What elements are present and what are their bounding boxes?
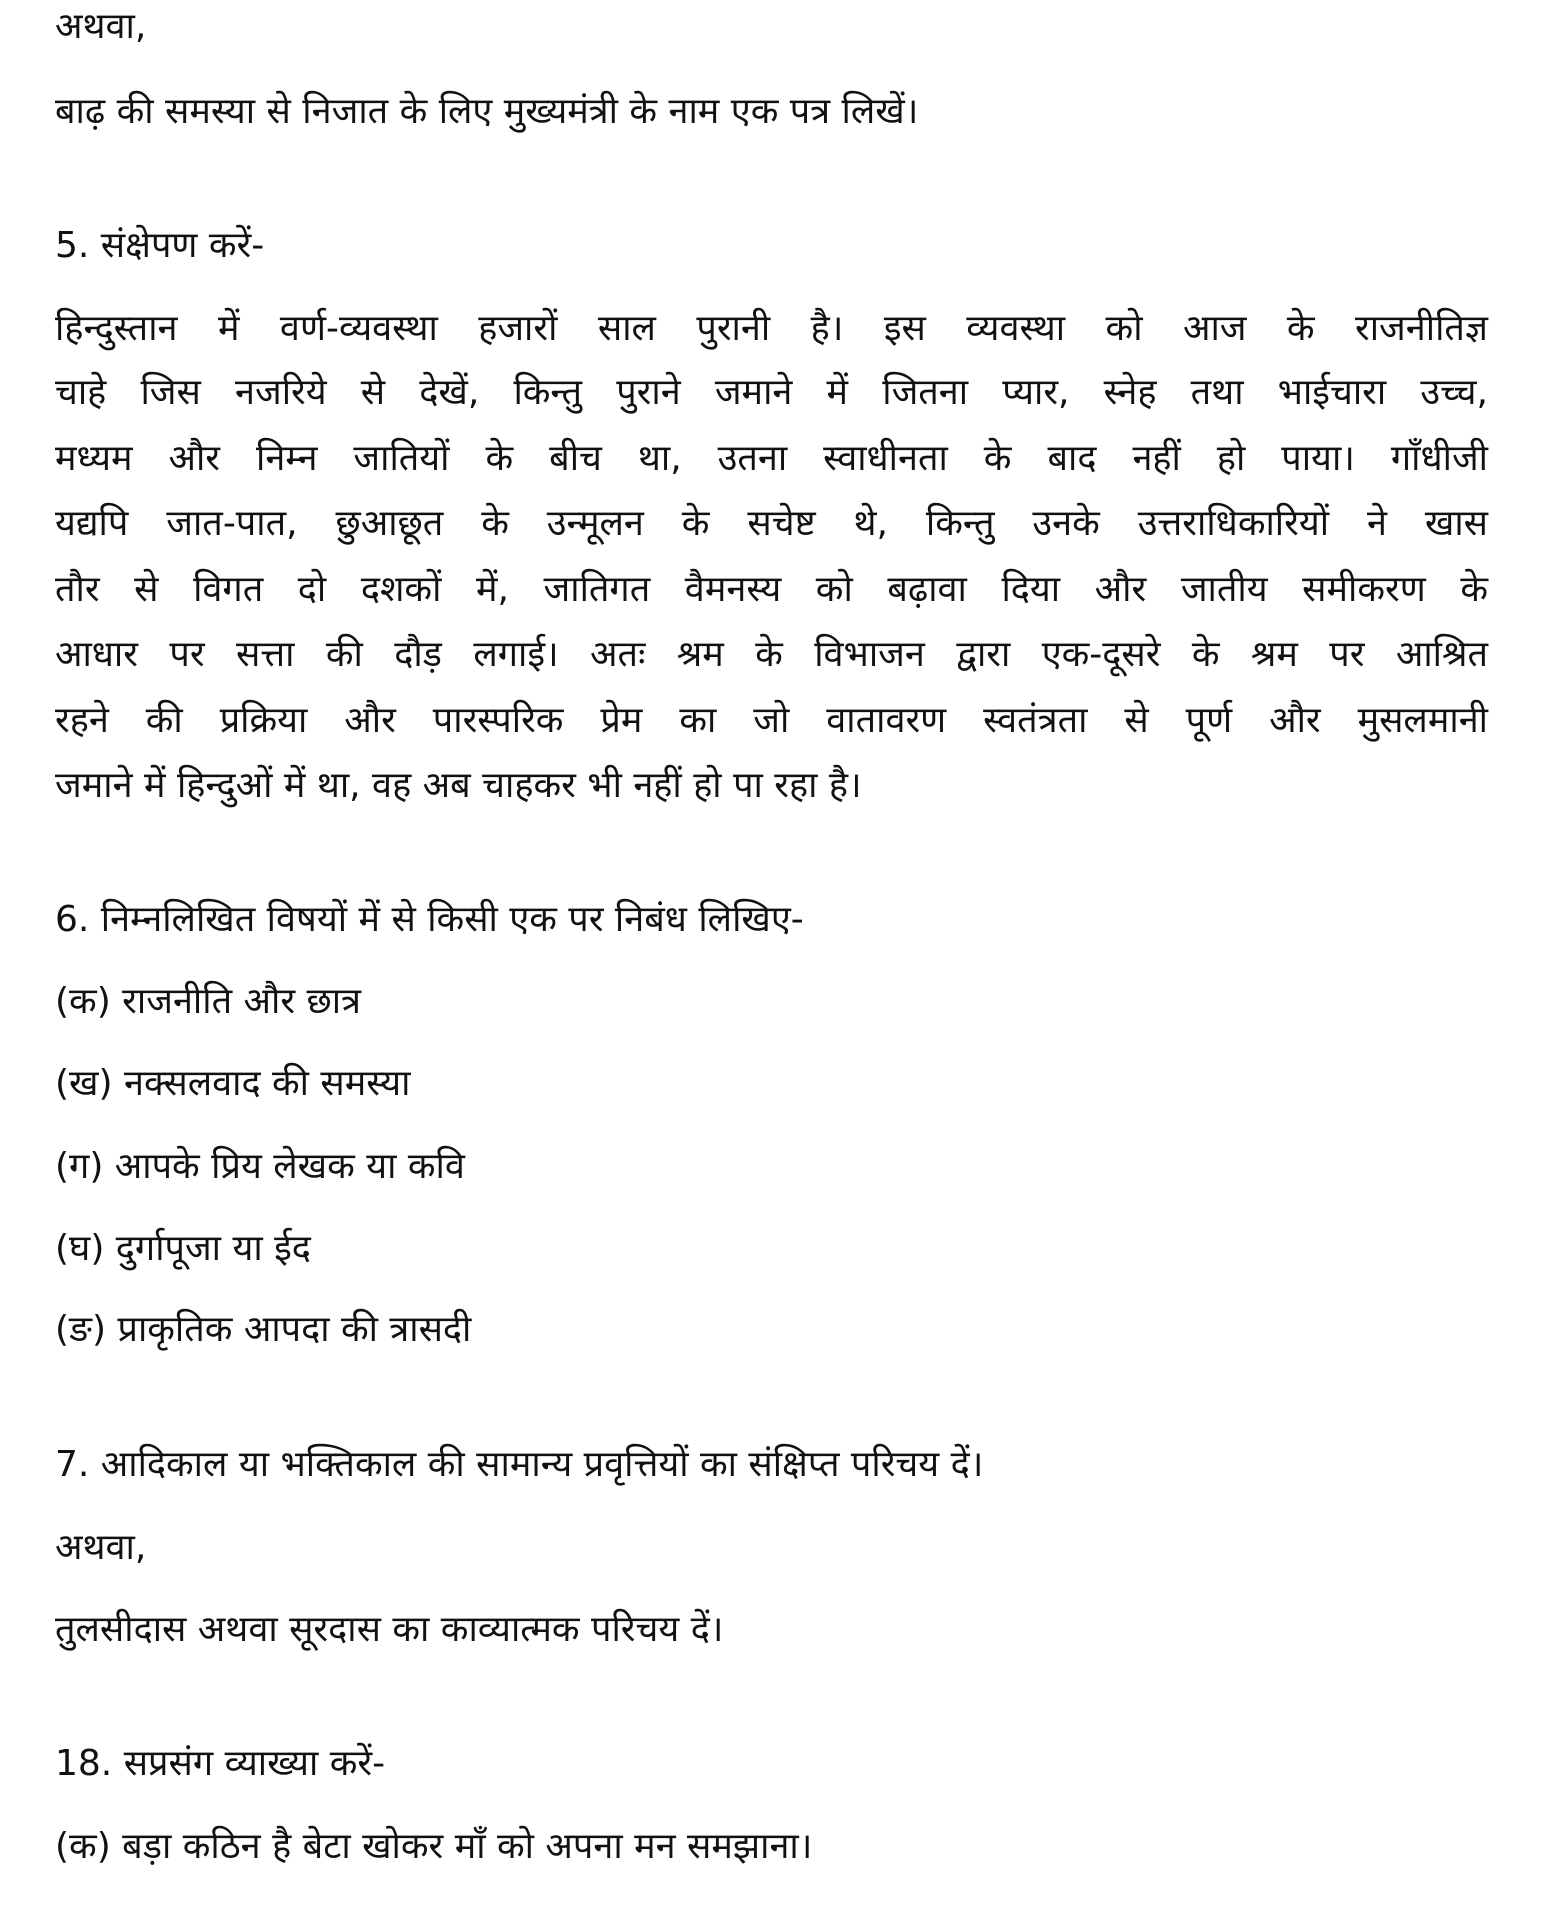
passage-line: यद्यपि जात-पात, छुआछूत के उन्मूलन के सचेष्ट थे, किन्तु उनके उत्तराधिकारियों ने खास bbox=[55, 503, 1488, 544]
passage-line: आधार पर सत्ता की दौड़ लगाई। अतः श्रम के विभाजन द्वारा एक-दूसरे के श्रम पर आश्रित bbox=[55, 634, 1488, 675]
q7-heading: 7. आदिकाल या भक्तिकाल की सामान्य प्रवृत्तियों का संक्षिप्त परिचय दें। bbox=[55, 1444, 984, 1485]
passage-line: हिन्दुस्तान में वर्ण-व्यवस्था हजारों साल पुरानी है। इस व्यवस्था को आज के राजनीतिज्ञ bbox=[55, 308, 1488, 349]
q18-heading: 18. सप्रसंग व्याख्या करें- bbox=[55, 1743, 386, 1784]
letter-prompt: बाढ़ की समस्या से निजात के लिए मुख्यमंत्री के नाम एक पत्र लिखें। bbox=[55, 91, 919, 132]
q7-alternative: तुलसीदास अथवा सूरदास का काव्यात्मक परिचय दें। bbox=[55, 1609, 724, 1650]
athva-text: अथवा, bbox=[55, 1527, 147, 1568]
essay-option: (ख) नक्सलवाद की समस्या bbox=[55, 1063, 411, 1104]
passage-line: चाहे जिस नजरिये से देखें, किन्तु पुराने जमाने में जितना प्यार, स्नेह तथा भाईचारा उच्च, bbox=[55, 372, 1488, 413]
essay-option: (ग) आपके प्रिय लेखक या कवि bbox=[55, 1146, 465, 1187]
passage-line: रहने की प्रक्रिया और पारस्परिक प्रेम का जो वातावरण स्वतंत्रता से पूर्ण और मुसलमानी bbox=[55, 700, 1488, 741]
q5-heading: 5. संक्षेपण करें- bbox=[55, 225, 265, 266]
essay-option: (ङ) प्राकृतिक आपदा की त्रासदी bbox=[55, 1309, 472, 1350]
essay-option: (क) राजनीति और छात्र bbox=[55, 981, 361, 1022]
q6-heading: 6. निम्नलिखित विषयों में से किसी एक पर निबंध लिखिए- bbox=[55, 899, 804, 940]
athva-text: अथवा, bbox=[55, 6, 147, 47]
passage-line: तौर से विगत दो दशकों में, जातिगत वैमनस्य को बढ़ावा दिया और जातीय समीकरण के bbox=[55, 569, 1488, 610]
passage-line: जमाने में हिन्दुओं में था, वह अब चाहकर भी नहीं हो पा रहा है। bbox=[55, 765, 862, 806]
explanation-option: (क) बड़ा कठिन है बेटा खोकर माँ को अपना मन समझाना। bbox=[55, 1826, 813, 1867]
essay-option: (घ) दुर्गापूजा या ईद bbox=[55, 1228, 311, 1269]
passage-line: मध्यम और निम्न जातियों के बीच था, उतना स्वाधीनता के बाद नहीं हो पाया। गाँधीजी bbox=[55, 438, 1488, 479]
